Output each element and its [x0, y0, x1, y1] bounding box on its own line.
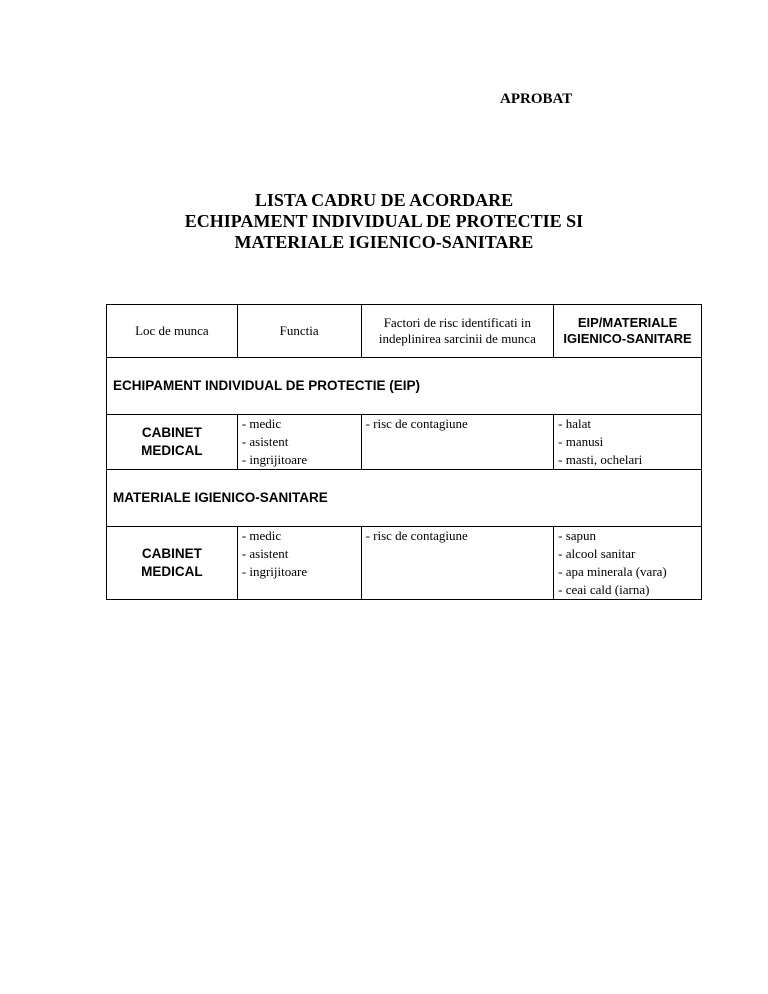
list-item: - medic [241, 416, 282, 431]
section-row [107, 358, 702, 415]
list-item: - asistent [241, 546, 289, 561]
list-item: - apa minerala (vara) [558, 564, 667, 579]
list-item: - halat [558, 416, 591, 431]
title-line: MATERIALE IGIENICO-SANITARE [234, 232, 534, 252]
list-item: - ceai cald (iarna) [558, 582, 650, 597]
section-row [107, 470, 702, 527]
approval-label: APROBAT [500, 91, 573, 107]
section-label: ECHIPAMENT INDIVIDUAL DE PROTECTIE (EIP) [107, 358, 702, 415]
place-cell: CABINET MEDICAL [107, 415, 238, 470]
title-line: ECHIPAMENT INDIVIDUAL DE PROTECTIE SI [184, 211, 584, 231]
list-item: - ingrijitoare [241, 564, 308, 579]
section-label: MATERIALE IGIENICO-SANITARE [107, 470, 702, 527]
risk-cell: - risc de contagiune [361, 527, 554, 600]
header-loc-de-munca: Loc de munca [107, 305, 238, 358]
items-cell [554, 527, 702, 600]
table-row [107, 415, 702, 470]
list-item: - alcool sanitar [558, 546, 636, 561]
list-item: - ingrijitoare [241, 452, 308, 467]
place-cell: CABINET MEDICAL [107, 527, 238, 600]
list-item: - masti, ochelari [558, 452, 643, 467]
list-item: - manusi [558, 434, 604, 449]
functions-cell [237, 527, 361, 600]
header-functia: Functia [237, 305, 361, 358]
list-item: - asistent [241, 434, 289, 449]
list-item: - sapun [558, 528, 597, 543]
table-header-row [107, 305, 702, 358]
risk-cell: - risc de contagiune [361, 415, 554, 470]
title-line: LISTA CADRU DE ACORDARE [254, 190, 514, 210]
header-eip-materiale: EIP/MATERIALE IGIENICO-SANITARE [554, 305, 702, 358]
equipment-table [106, 304, 702, 600]
functions-cell [237, 415, 361, 470]
table-row [107, 527, 702, 600]
items-cell [554, 415, 702, 470]
document-title [0, 190, 768, 253]
list-item: - medic [241, 528, 282, 543]
header-factori-de-risc: Factori de risc identificati in indeplinirea sarcinii de munca [361, 305, 554, 358]
